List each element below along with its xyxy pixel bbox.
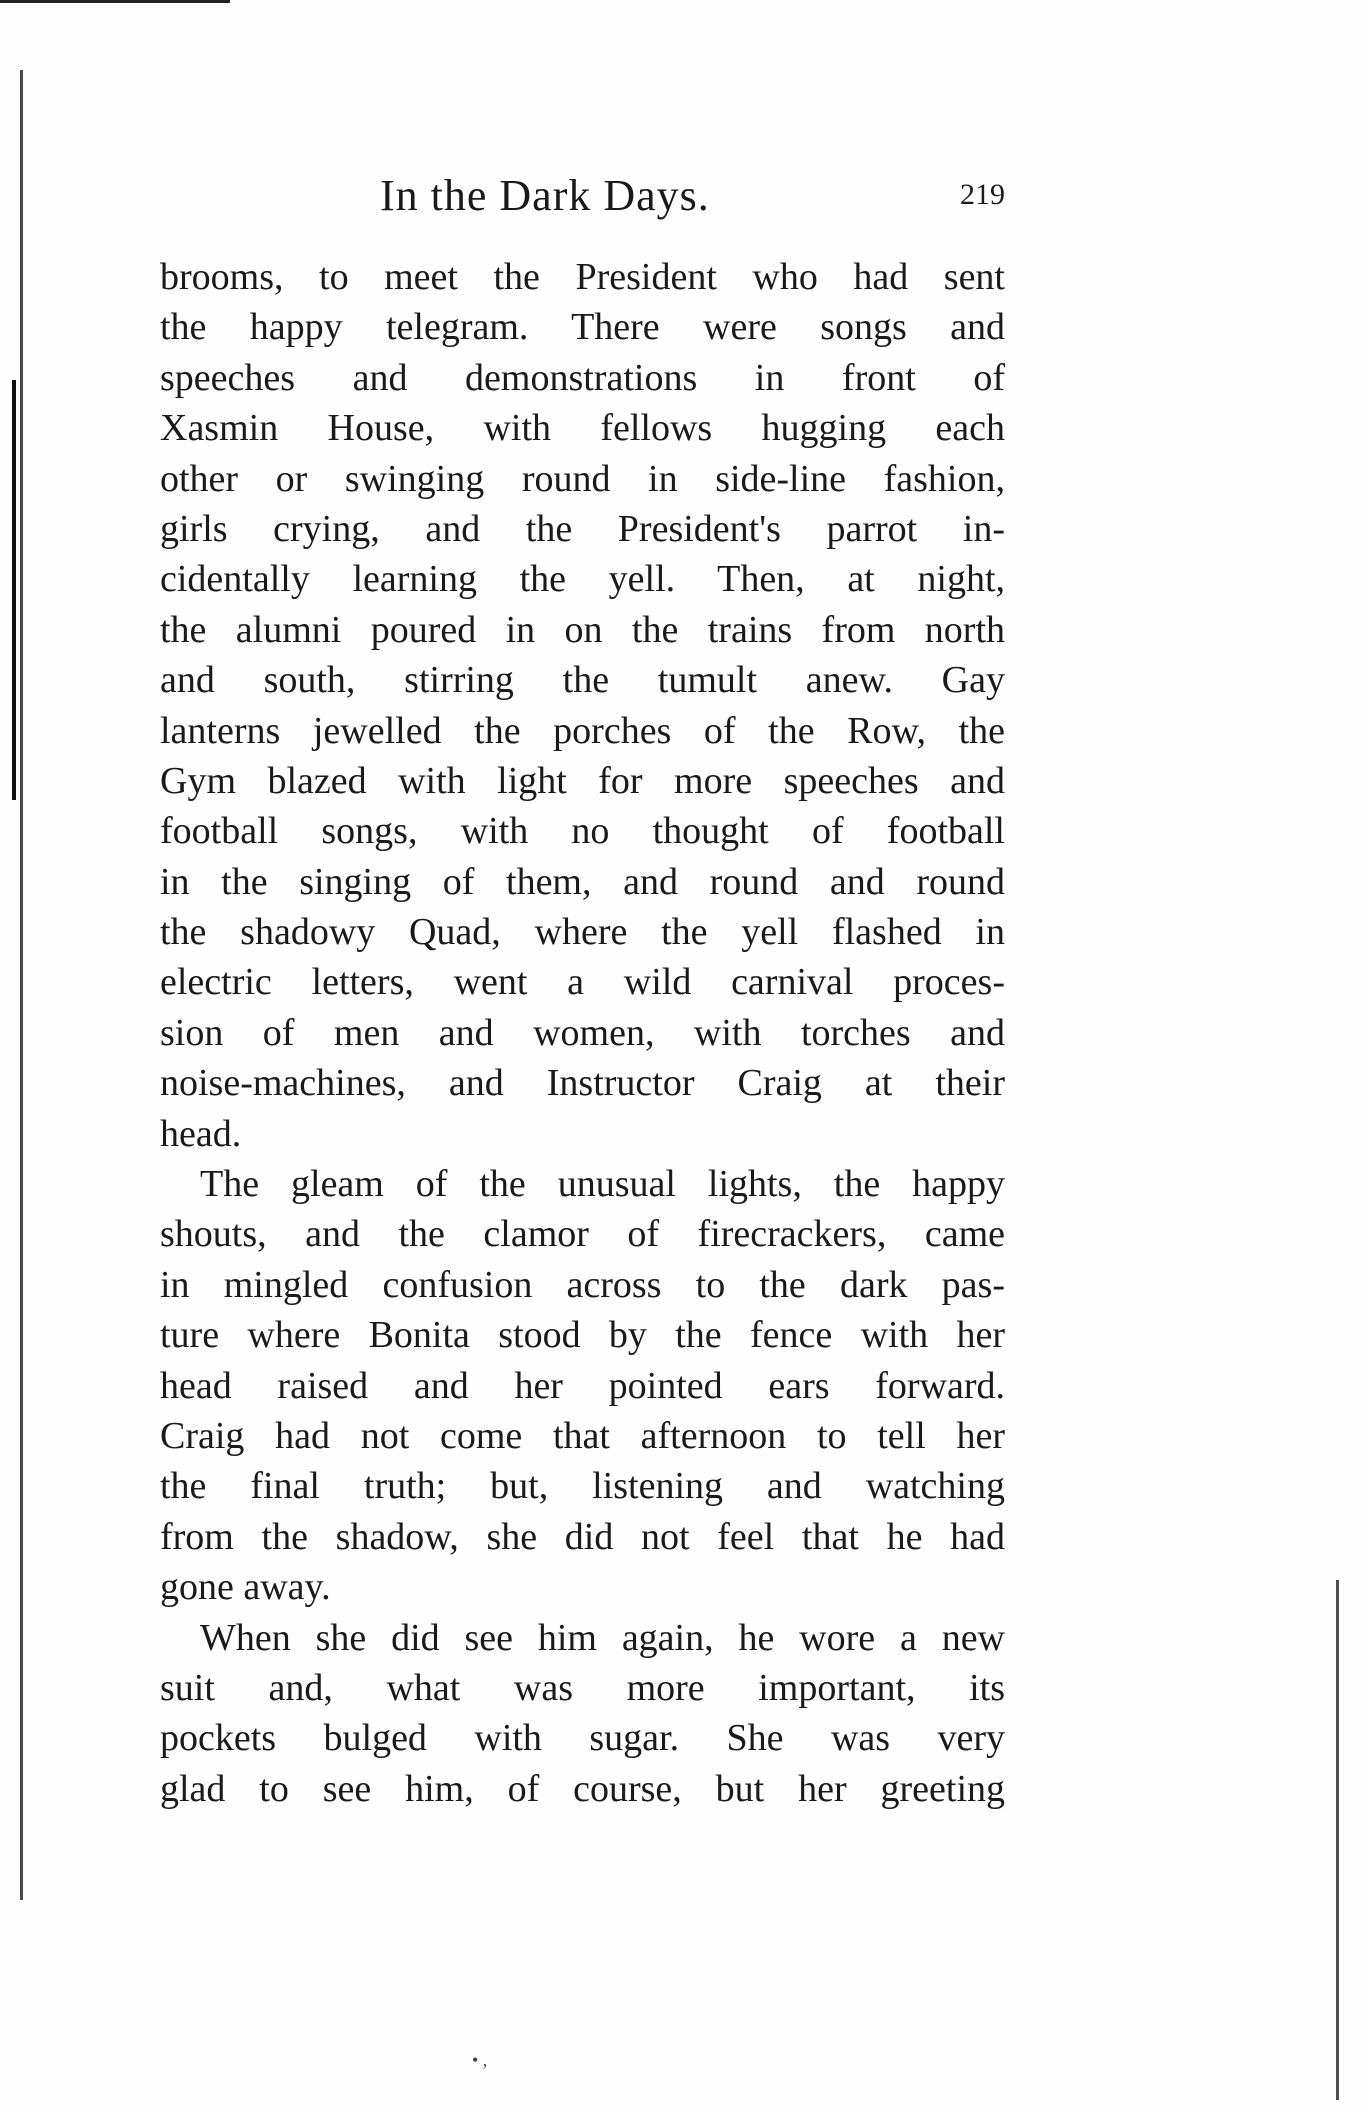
text-line: shouts, and the clamor of firecrackers, came — [160, 1213, 1005, 1256]
text-line: sion of men and women, with torches and — [160, 1011, 1005, 1054]
text-line: When she did see him again, he wore a new — [200, 1616, 1005, 1659]
text-line: the happy telegram. There were songs and — [160, 306, 1005, 349]
text-line: the final truth; but, listening and watching — [160, 1465, 1005, 1508]
text-line: suit and, what was more important, its — [160, 1666, 1005, 1709]
text-line: pockets bulged with sugar. She was very — [160, 1717, 1005, 1760]
text-line: electric letters, went a wild carnival proces- — [160, 961, 1005, 1004]
text-line: brooms, to meet the President who had sent — [160, 256, 1005, 298]
body-text — [160, 252, 1005, 1814]
text-line: Gym blazed with light for more speeches and — [160, 759, 1005, 802]
text-line: in mingled confusion across to the dark pas- — [160, 1263, 1005, 1306]
text-line: gone away. — [160, 1566, 331, 1609]
text-line: other or swinging round in side-line fashion, — [160, 457, 1005, 500]
footer-mark: • , — [472, 2050, 488, 2070]
text-line: and south, stirring the tumult anew. Gay — [160, 659, 1005, 702]
text-line: the shadowy Quad, where the yell flashed in — [160, 911, 1005, 954]
text-line: head. — [160, 1112, 242, 1155]
right-edge-line — [1336, 1580, 1339, 2100]
text-line: lanterns jewelled the porches of the Row, the — [160, 709, 1005, 752]
text-line: Xasmin House, with fellows hugging each — [160, 407, 1005, 450]
running-title: In the Dark Days. — [380, 171, 710, 220]
page-header — [160, 170, 1005, 230]
binding-edge-shadow — [12, 380, 16, 800]
text-line: ture where Bonita stood by the fence with her — [160, 1314, 1005, 1357]
text-line: in the singing of them, and round and round — [160, 860, 1005, 903]
text-line: speeches and demonstrations in front of — [160, 356, 1005, 399]
text-line: from the shadow, she did not feel that he had — [160, 1515, 1005, 1558]
text-line: cidentally learning the yell. Then, at night, — [160, 558, 1005, 601]
text-line: glad to see him, of course, but her greeting — [160, 1767, 1005, 1810]
page-number: 219 — [960, 178, 1005, 211]
binding-edge-line — [20, 70, 23, 1900]
text-line: the alumni poured in on the trains from north — [160, 608, 1005, 651]
scan-edge-mark — [0, 0, 230, 14]
text-line: The gleam of the unusual lights, the happy — [200, 1163, 1005, 1206]
text-line: noise-machines, and Instructor Craig at their — [160, 1062, 1005, 1105]
text-line: head raised and her pointed ears forward. — [160, 1364, 1005, 1407]
text-line: football songs, with no thought of football — [160, 810, 1005, 853]
text-line: girls crying, and the President's parrot in- — [160, 507, 1005, 550]
text-line: Craig had not come that afternoon to tell her — [160, 1414, 1005, 1457]
